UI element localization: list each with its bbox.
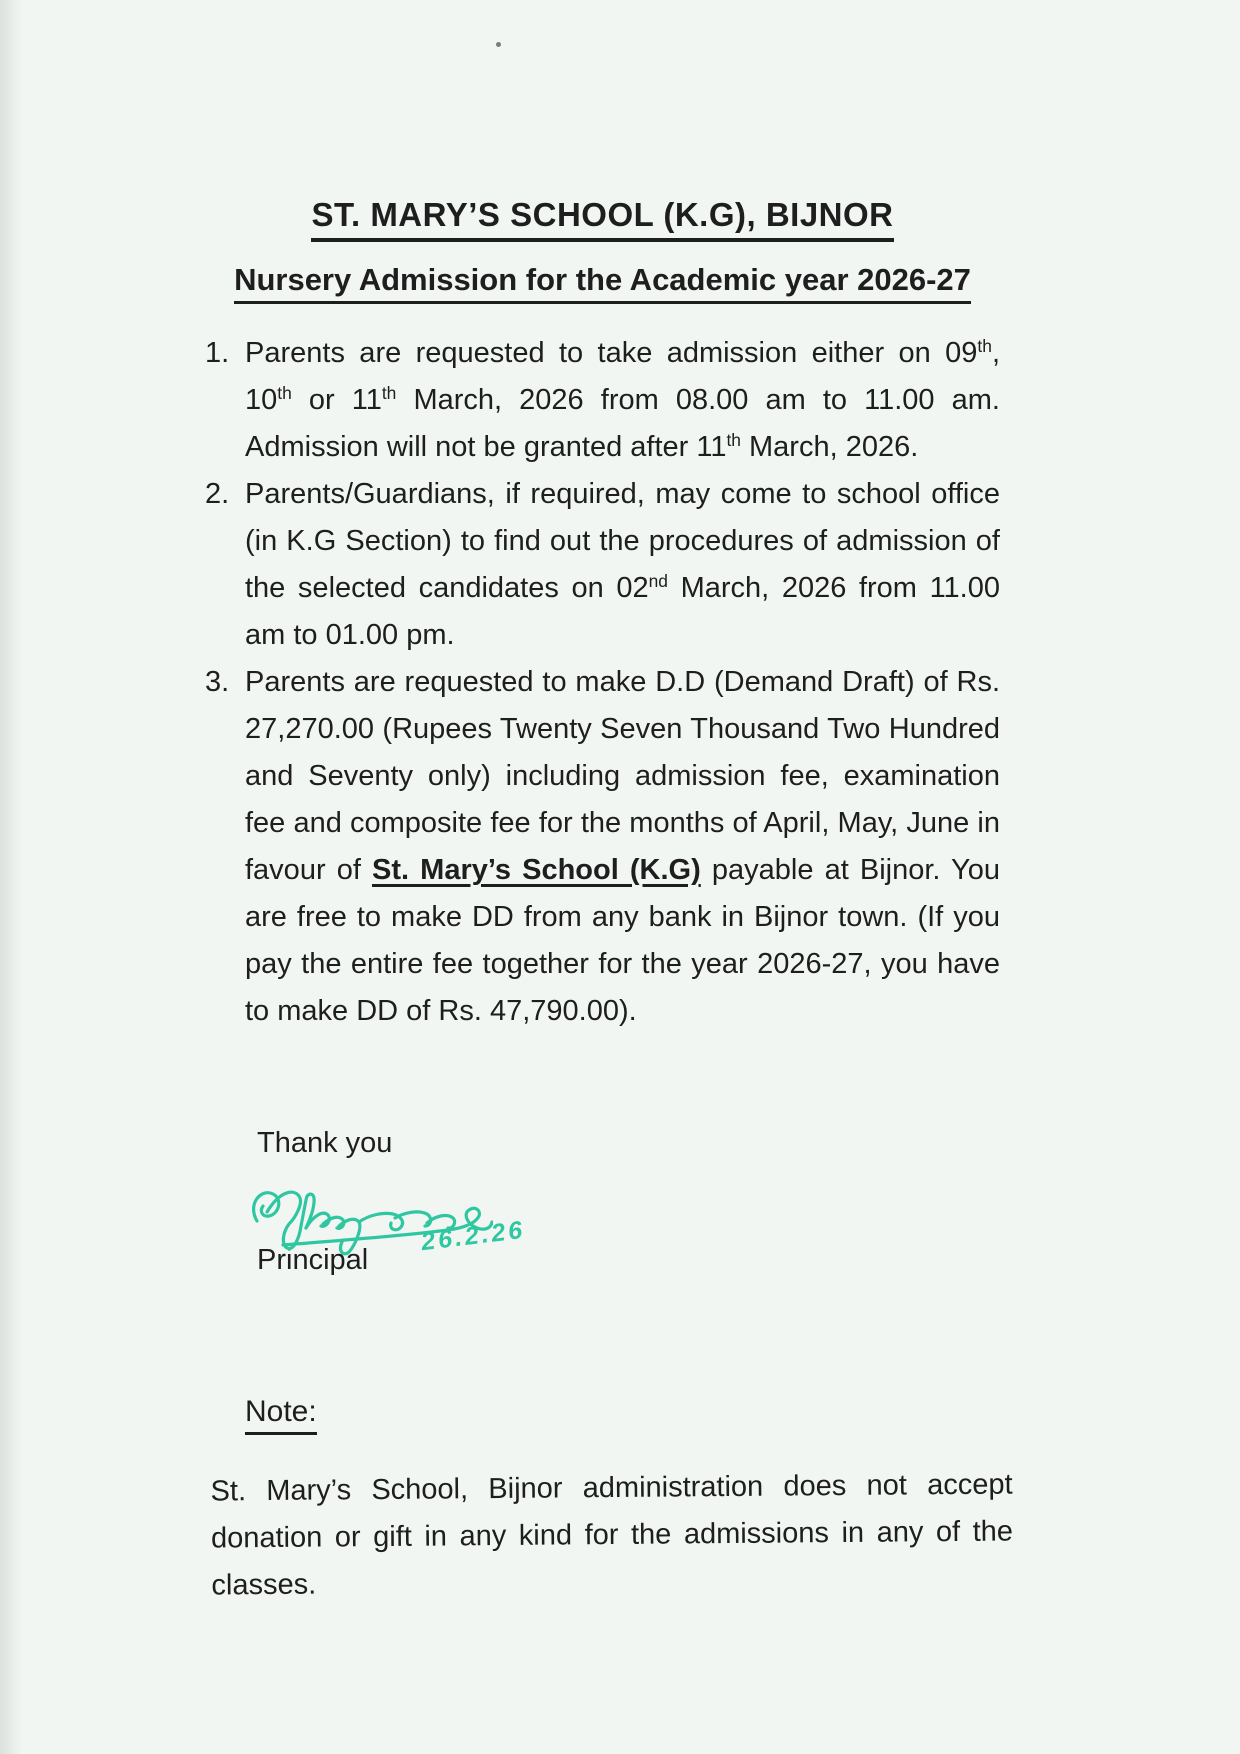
list-item-text: Parents are requested to take admission either on 09th, 10th or 11th March, 2026 from 08.00 am to 11.00 am. Admission will not be granted after 11th March, 2026. xyxy=(245,336,1000,463)
list-item-number: 3. xyxy=(205,666,230,698)
list-item xyxy=(205,659,1000,1035)
note-heading: Note: xyxy=(245,1395,317,1435)
list-item-number: 1. xyxy=(205,337,230,369)
list-item-text: Parents/Guardians, if required, may come to school office (in K.G Section) to find out the procedures of admission of the selected candidates on 02nd March, 2026 from 11.00 am to 01.00 pm. xyxy=(245,478,1000,651)
page-subtitle: Nursery Admission for the Academic year 2026-27 xyxy=(234,262,971,304)
list-item-text: Parents are requested to make D.D (Demand Draft) of Rs. 27,270.00 (Rupees Twenty Seven Thousand Two Hundred and Seventy only) including admission fee, examination fee and composite fee for the months of April, May, June in favour of St. Mary’s School (K.G) payable at Bijnor. You are free to make DD from any bank in Bijnor town. (If you pay the entire fee together for the year 2026-27, you have to make DD of Rs. 47,790.00). xyxy=(245,666,1000,1027)
list-item xyxy=(205,471,1000,659)
scanned-notice-page xyxy=(205,0,1014,1606)
list-item-number: 2. xyxy=(205,478,230,510)
notice-list xyxy=(205,330,1000,1035)
page-title: ST. MARY’S SCHOOL (K.G), BIJNOR xyxy=(311,196,893,242)
list-item xyxy=(205,330,1000,471)
note-body: St. Mary’s School, Bijnor administration does not accept donation or gift in any kind for the admissions in any of the classes. xyxy=(210,1468,1014,1602)
scan-edge-shadow xyxy=(0,0,26,1754)
signature-date: 26.2.26 xyxy=(419,1215,527,1257)
thank-you-text: Thank you xyxy=(257,1127,393,1159)
signature-block xyxy=(243,1166,723,1258)
signatory-title: Principal xyxy=(257,1244,369,1276)
